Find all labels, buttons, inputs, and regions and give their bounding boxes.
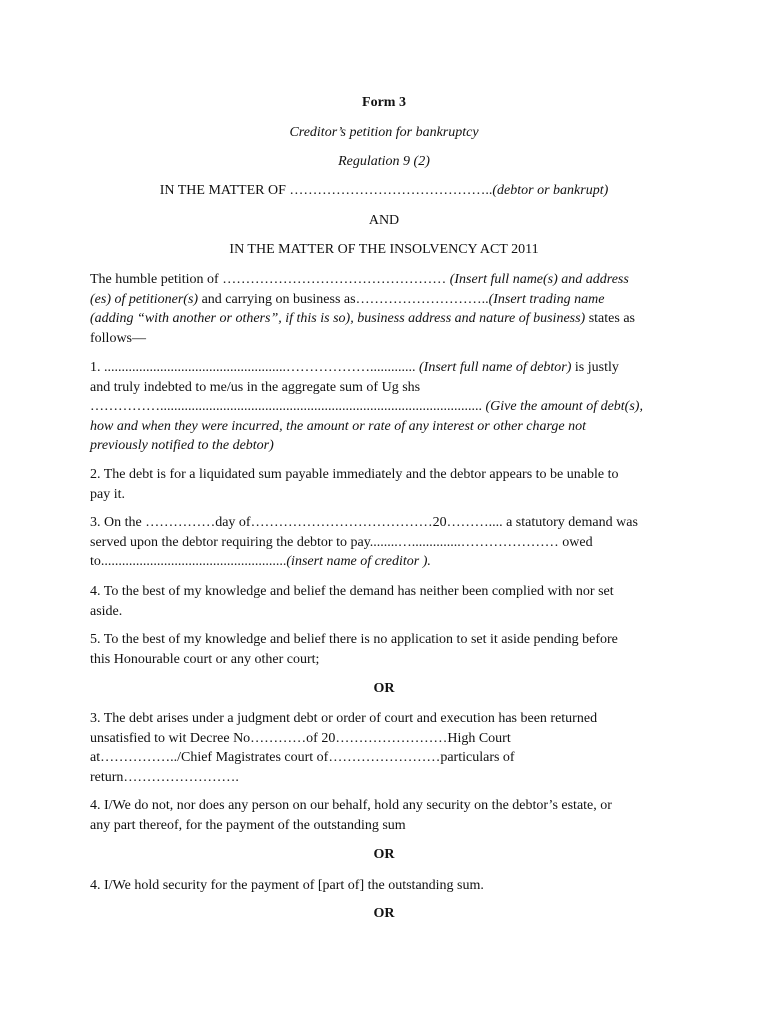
or-divider-1: OR [373,681,395,696]
regulation-reference: Regulation 9 (2) [338,154,430,169]
matter-act-heading: IN THE MATTER OF THE INSOLVENCY ACT 2011 [229,242,539,257]
item-5-no-application: 5. To the best of my knowledge and belief there is no application to set it aside pending before this Honourable court or any other court; [90,632,618,667]
item-3-judgment-debt: 3. The debt arises under a judgment debt or order of court and execution has been returned unsatisfied to wit Decree No…………of 20……………………High Court at……………../Chief Magistrates court of……………………particulars of return……………………. [90,711,598,785]
and-heading: AND [368,213,400,228]
form-subtitle: Creditor’s petition for bankruptcy [289,125,479,140]
item-4-demand-not-complied: 4. To the best of my knowledge and belief the demand has neither been complied with nor set aside. [90,584,614,619]
form-title: Form 3 [362,95,406,110]
or-divider-2: OR [373,847,395,862]
item-4-no-security: 4. I/We do not, nor does any person on our behalf, hold any security on the debtor’s estate, or any part thereof, for the payment of the outstanding sum [90,798,612,833]
petition-intro: The humble petition of ………………………………………… (Insert full name(s) and address (es) of petitioner(s) and carrying on business as………………………..(Insert trading name (adding “with another or others”, if this is so), business address and nature of business) states as follows— [90,272,635,346]
item-3-statutory-demand: 3. On the ……………day of…………………………………20……….... a statutory demand was served upon the debtor requiring the debtor to pay........…..............………………… owed to.....................................................(insert name of creditor ). [90,515,638,569]
item-4-hold-security: 4. I/We hold security for the payment of [part of] the outstanding sum. [90,878,484,893]
matter-debtor-heading: IN THE MATTER OF ……………………………………..(debtor or bankrupt) [159,183,609,198]
or-divider-3: OR [373,906,395,921]
item-1-debtor-debt: 1. ....................................................………………............. (Insert full name of debtor) is justly and truly indebted to me/us in the aggregate sum of Ug shs ……………............................................................................................ (Give the amount of debt(s), how and when they were incurred, the amount or rate of any interest or other charge not previously notified to the debtor) [90,360,643,453]
item-2-liquidated-sum: 2. The debt is for a liquidated sum payable immediately and the debtor appears to be unable to pay it. [90,467,619,502]
